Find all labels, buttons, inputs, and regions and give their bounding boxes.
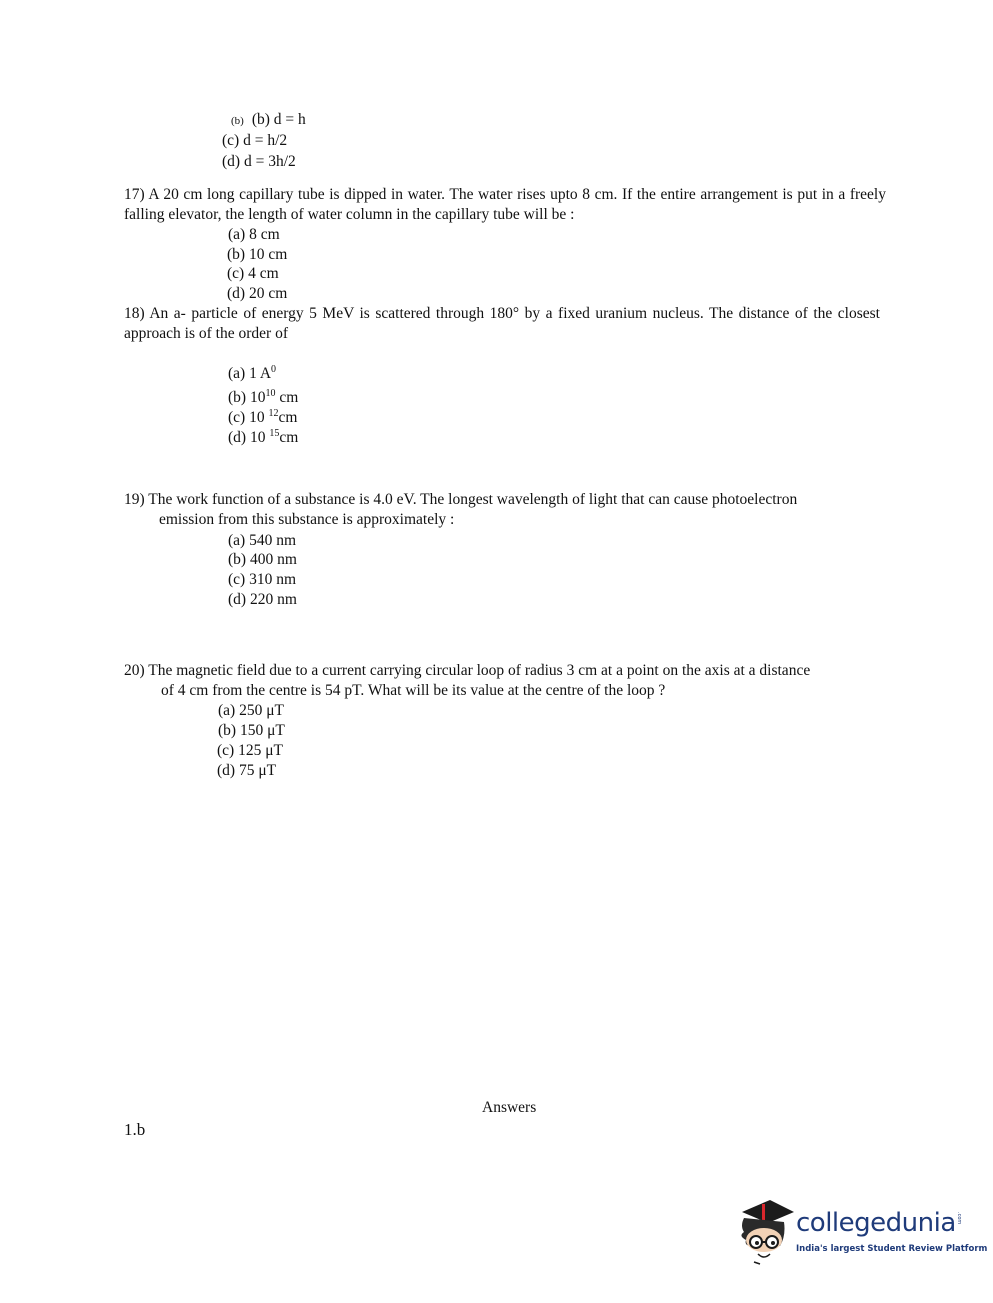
answers-heading: Answers [482, 1099, 537, 1116]
q20-option-a: (a) 250 μT [218, 702, 284, 719]
q20-option-b: (b) 150 μT [218, 722, 285, 739]
q16-option-b [231, 110, 306, 131]
q20-option-c: (c) 125 μT [217, 742, 283, 759]
q19-option-b: (b) 400 nm [228, 551, 297, 568]
q18-option-b-unit: cm [275, 389, 299, 406]
q20-question-line1: 20) The magnetic field due to a current carrying circular loop of radius 3 cm at a point on the axis at a distance [124, 662, 811, 679]
q16-option-c: (c) d = h/2 [222, 132, 288, 149]
logo-com: .com [956, 1212, 962, 1225]
q19-option-d: (d) 220 nm [228, 591, 297, 608]
q16-option-b-text: (b) d = h [251, 111, 306, 128]
q19-option-a: (a) 540 nm [228, 532, 297, 549]
q18-option-b [228, 388, 298, 408]
q16-option-d: (d) d = 3h/2 [222, 153, 296, 170]
q19-question-line1: 19) The work function of a substance is 4.0 eV. The longest wavelength of light that can cause photoelectron [124, 491, 798, 508]
logo-tagline: India's largest Student Review Platform [796, 1244, 988, 1254]
q17-option-d: (d) 20 cm [227, 285, 288, 302]
logo-wordmark: collegedunia [796, 1208, 956, 1238]
q18-option-d-sup: 15 [269, 428, 280, 439]
q17-option-c: (c) 4 cm [227, 265, 279, 282]
q18-question: 18) An a- particle of energy 5 MeV is scattered through 180° by a fixed uranium nucleus. The distance of the closest approach is of the order of [124, 305, 880, 342]
q18-option-d-unit: cm [279, 429, 299, 446]
q19-question-line2: emission from this substance is approximately : [159, 511, 455, 528]
q18-option-c [228, 408, 297, 428]
q18-option-b-sup: 10 [265, 388, 276, 399]
q17-option-b: (b) 10 cm [227, 246, 288, 263]
q18-option-d [228, 428, 298, 448]
q19-option-c: (c) 310 nm [228, 571, 297, 588]
mascot-icon [734, 1196, 796, 1266]
q20-option-d: (d) 75 μT [217, 762, 277, 779]
q20-question-line2: of 4 cm from the centre is 54 pT. What will be its value at the centre of the loop ? [161, 682, 666, 699]
q17-option-a: (a) 8 cm [228, 226, 280, 243]
q18-option-c-sup: 12 [268, 408, 279, 419]
q18-option-b-base: (b) 10 [228, 389, 266, 406]
q17-question: 17) A 20 cm long capillary tube is dipped in water. The water rises upto 8 cm. If the entire arrangement is put in a freely falling elevator, the length of water column in the capillary tube will be : [124, 186, 886, 223]
q18-option-a-base: (a) 1 A [228, 365, 272, 382]
q18-option-c-base: (c) 10 [228, 409, 269, 426]
collegedunia-logo [734, 1196, 988, 1266]
q18-option-d-base: (d) 10 [228, 429, 270, 446]
answer-1: 1.b [124, 1120, 146, 1139]
q18-option-c-unit: cm [278, 409, 298, 426]
q18-option-a [228, 364, 276, 384]
q18-option-a-sup: 0 [271, 364, 277, 375]
q16-option-b-prefix: (b) [231, 115, 244, 127]
